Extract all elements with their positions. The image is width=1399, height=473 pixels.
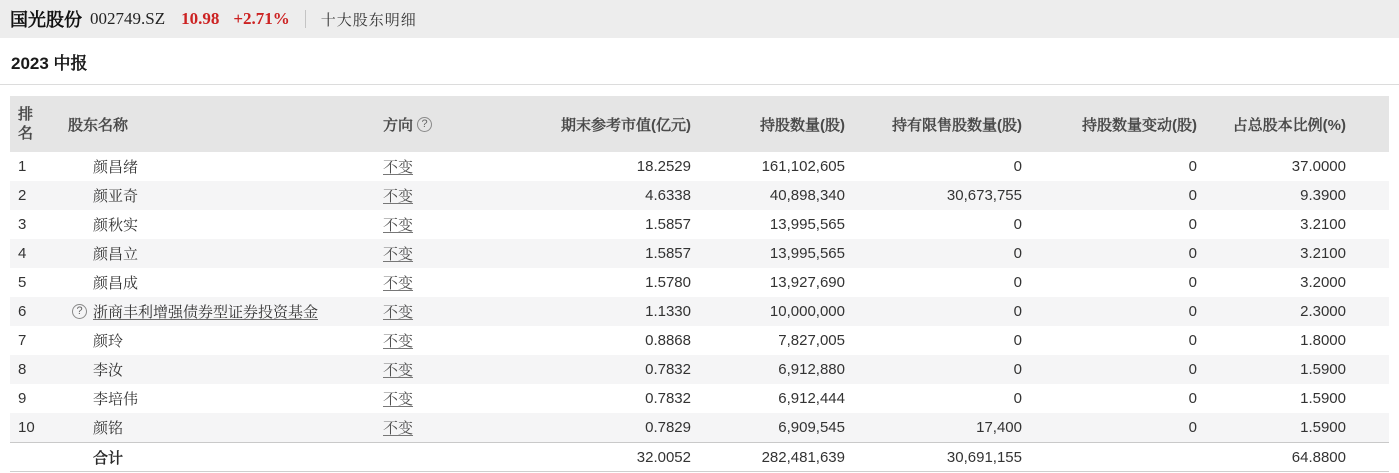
shareholder-name: 李汝 bbox=[93, 362, 124, 379]
rank-cell: 5 bbox=[18, 274, 27, 291]
table-row bbox=[10, 152, 1389, 181]
table-row bbox=[10, 181, 1389, 210]
share-change-cell: 0 bbox=[1188, 361, 1197, 378]
market-value-cell: 4.6338 bbox=[645, 187, 691, 204]
direction-link[interactable]: 不变 bbox=[383, 333, 414, 350]
topbar bbox=[0, 0, 1399, 38]
direction-link[interactable]: 不变 bbox=[383, 159, 414, 176]
restricted-shares-cell: 0 bbox=[1013, 216, 1022, 233]
col-header-shares: 持股数量(股) bbox=[760, 116, 845, 134]
shareholder-name: 颜铭 bbox=[93, 420, 124, 437]
shareholder-name: 颜亚奇 bbox=[93, 188, 139, 205]
shareholder-name[interactable]: 浙商丰利增强债券型证券投资基金 bbox=[93, 304, 319, 321]
direction-link[interactable]: 不变 bbox=[383, 420, 414, 437]
share-change-cell: 0 bbox=[1188, 158, 1197, 175]
direction-link[interactable]: 不变 bbox=[383, 362, 414, 379]
restricted-shares-cell: 0 bbox=[1013, 332, 1022, 349]
total-label: 合计 bbox=[93, 449, 124, 467]
shareholders-table bbox=[10, 96, 1389, 472]
ratio-cell: 1.5900 bbox=[1300, 390, 1346, 407]
market-value-cell: 0.8868 bbox=[645, 332, 691, 349]
report-period-title: 2023 中报 bbox=[11, 53, 88, 73]
stock-change-percent: +2.71% bbox=[233, 9, 290, 28]
rank-cell: 2 bbox=[18, 187, 27, 204]
share-change-cell: 0 bbox=[1188, 216, 1197, 233]
restricted-shares-cell: 17,400 bbox=[976, 419, 1022, 436]
share-change-cell: 0 bbox=[1188, 274, 1197, 291]
total-market-value: 32.0052 bbox=[636, 448, 691, 466]
stock-name: 国光股份 bbox=[10, 10, 82, 30]
table-row bbox=[10, 413, 1389, 442]
restricted-shares-cell: 0 bbox=[1013, 390, 1022, 407]
table-row bbox=[10, 384, 1389, 413]
col-header-ratio: 占总股本比例(%) bbox=[1232, 116, 1346, 134]
ratio-cell: 1.8000 bbox=[1300, 332, 1346, 349]
table-row bbox=[10, 268, 1389, 297]
share-change-cell: 0 bbox=[1188, 419, 1197, 436]
col-header-shareholder-name: 股东名称 bbox=[68, 116, 129, 134]
market-value-cell: 0.7829 bbox=[645, 419, 691, 436]
stock-price: 10.98 bbox=[181, 9, 220, 28]
shares-cell: 6,912,444 bbox=[778, 390, 845, 407]
shareholder-name: 李培伟 bbox=[93, 391, 139, 408]
shares-cell: 13,995,565 bbox=[769, 245, 845, 262]
direction-link[interactable]: 不变 bbox=[383, 391, 414, 408]
rank-cell: 7 bbox=[18, 332, 27, 349]
shares-cell: 10,000,000 bbox=[769, 303, 845, 320]
direction-link[interactable]: 不变 bbox=[383, 304, 414, 321]
share-change-cell: 0 bbox=[1188, 390, 1197, 407]
market-value-cell: 0.7832 bbox=[645, 390, 691, 407]
restricted-shares-cell: 0 bbox=[1013, 361, 1022, 378]
help-icon[interactable]: ? bbox=[72, 304, 87, 319]
table-row bbox=[10, 355, 1389, 384]
table-row bbox=[10, 210, 1389, 239]
page-title: 十大股东明细 bbox=[320, 11, 417, 29]
ratio-cell: 37.0000 bbox=[1291, 158, 1346, 175]
market-value-cell: 1.5857 bbox=[645, 216, 691, 233]
shares-cell: 7,827,005 bbox=[778, 332, 845, 349]
market-value-cell: 1.5857 bbox=[645, 245, 691, 262]
total-ratio: 64.8800 bbox=[1291, 448, 1346, 466]
rank-cell: 1 bbox=[18, 158, 27, 175]
share-change-cell: 0 bbox=[1188, 303, 1197, 320]
shareholder-name: 颜昌成 bbox=[93, 275, 139, 292]
restricted-shares-cell: 30,673,755 bbox=[946, 187, 1022, 204]
share-change-cell: 0 bbox=[1188, 187, 1197, 204]
vertical-divider bbox=[305, 10, 306, 28]
col-header-share-change: 持股数量变动(股) bbox=[1082, 116, 1197, 134]
ratio-cell: 2.3000 bbox=[1300, 303, 1346, 320]
rank-cell: 3 bbox=[18, 216, 27, 233]
total-row bbox=[10, 442, 1389, 472]
share-change-cell: 0 bbox=[1188, 245, 1197, 262]
col-header-rank: 排名 bbox=[18, 105, 34, 142]
shares-cell: 40,898,340 bbox=[769, 187, 845, 204]
ratio-cell: 1.5900 bbox=[1300, 419, 1346, 436]
total-shares: 282,481,639 bbox=[761, 448, 845, 466]
rank-cell: 9 bbox=[18, 390, 27, 407]
table-row bbox=[10, 297, 1389, 326]
table-row bbox=[10, 326, 1389, 355]
shares-cell: 13,927,690 bbox=[769, 274, 845, 291]
ratio-cell: 9.3900 bbox=[1300, 187, 1346, 204]
ratio-cell: 3.2000 bbox=[1300, 274, 1346, 291]
shareholder-name: 颜昌立 bbox=[93, 246, 139, 263]
restricted-shares-cell: 0 bbox=[1013, 245, 1022, 262]
market-value-cell: 1.1330 bbox=[645, 303, 691, 320]
direction-link[interactable]: 不变 bbox=[383, 275, 414, 292]
direction-link[interactable]: 不变 bbox=[383, 246, 414, 263]
direction-link[interactable]: 不变 bbox=[383, 188, 414, 205]
table-body bbox=[10, 152, 1389, 442]
rank-cell: 10 bbox=[18, 419, 35, 436]
total-restricted-shares: 30,691,155 bbox=[946, 448, 1022, 466]
shares-cell: 6,912,880 bbox=[778, 361, 845, 378]
rank-cell: 4 bbox=[18, 245, 27, 262]
col-header-restricted-shares: 持有限售股数量(股) bbox=[892, 116, 1022, 134]
shareholder-name: 颜玲 bbox=[93, 333, 124, 350]
restricted-shares-cell: 0 bbox=[1013, 274, 1022, 291]
share-change-cell: 0 bbox=[1188, 332, 1197, 349]
market-value-cell: 18.2529 bbox=[636, 158, 691, 175]
shareholder-name: 颜秋实 bbox=[93, 217, 139, 234]
stock-code: 002749.SZ bbox=[90, 9, 166, 28]
ratio-cell: 3.2100 bbox=[1300, 245, 1346, 262]
ratio-cell: 3.2100 bbox=[1300, 216, 1346, 233]
col-header-market-value: 期末参考市值(亿元) bbox=[561, 116, 691, 134]
shares-cell: 6,909,545 bbox=[778, 419, 845, 436]
table-header-row bbox=[10, 96, 1389, 152]
shares-cell: 13,995,565 bbox=[769, 216, 845, 233]
rank-cell: 8 bbox=[18, 361, 27, 378]
market-value-cell: 0.7832 bbox=[645, 361, 691, 378]
shares-cell: 161,102,605 bbox=[761, 158, 845, 175]
rank-cell: 6 bbox=[18, 303, 27, 320]
table-row bbox=[10, 239, 1389, 268]
restricted-shares-cell: 0 bbox=[1013, 303, 1022, 320]
shareholder-name: 颜昌绪 bbox=[93, 159, 139, 176]
restricted-shares-cell: 0 bbox=[1013, 158, 1022, 175]
direction-link[interactable]: 不变 bbox=[383, 217, 414, 234]
help-icon[interactable]: ? bbox=[417, 117, 432, 132]
ratio-cell: 1.5900 bbox=[1300, 361, 1346, 378]
report-period-bar bbox=[0, 38, 1399, 85]
col-header-direction: 方向 ? bbox=[376, 114, 511, 135]
market-value-cell: 1.5780 bbox=[645, 274, 691, 291]
